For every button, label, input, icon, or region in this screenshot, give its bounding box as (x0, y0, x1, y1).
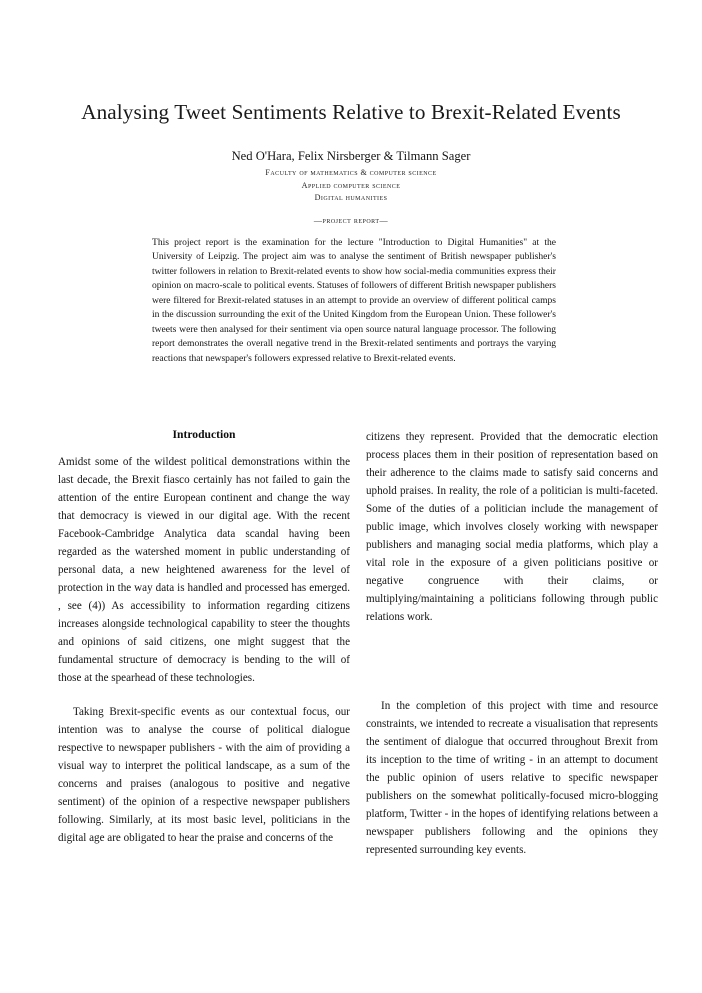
paragraph-intro-2: Taking Brexit-specific events as our contextual focus, our intention was to analyse the course of political dialogue respective to newspaper publishers - with the aim of providing a visual way to interpret the political landscape, as a sum of the concerns and praises (analogous to positive and negative sentiment) of the opinion of a respective newspaper publishers following. Similarly, at its most basic level, politicians in the digital age are obligated to hear the praise and concerns of the (58, 705, 350, 844)
column-spacer (366, 627, 658, 697)
section-heading-introduction: Introduction (172, 428, 236, 441)
affiliation-programme: Digital humanities (314, 192, 388, 202)
page-title: Analysing Tweet Sentiments Relative to Brexit-Related Events (81, 100, 621, 124)
report-type-label: —project report— (313, 216, 389, 226)
author-affiliation-block (46, 148, 656, 227)
paragraph-intro-4: In the completion of this project with time and resource constraints, we intended to recreate a visualisation that represents the sentiment of dialogue that occurred throughout Brexit from its inception to the time of writing - in an attempt to document the public opinion of users relative to specific newspaper publishers on the somewhat politically-focused micro-blogging platform, Twitter - in the hopes of identifying relations between a newspaper publishers following and the opinions they represented surrounding key events. (366, 699, 658, 856)
body-column-right (366, 428, 658, 859)
paragraph-intro-3: citizens they represent. Provided that the democratic election process places them in their position of representation based on their adherence to the claims made to satisfy said concerns and uphold praises. In reality, the role of a politician is multi-faceted. Some of the duties of a politician include the management of public image, which involves closely working with newspaper publishers and managing social media platforms, which play a vital role in the exposure of a given politicians positive or negative congruence with their claims, or multiplying/maintaining a politicians following through public relations work. (366, 431, 658, 624)
author-list: Ned O'Hara, Felix Nirsberger & Tilmann Sager (231, 149, 471, 163)
body-column-left (58, 428, 350, 847)
paragraph-intro-1: Amidst some of the wildest political demonstrations within the last decade, the Brexit fiasco certainly has not failed to gain the attention of the entire European continent and change the way that democracy is viewed in our digital age. With the recent Facebook-Cambridge Analytica data scandal having been regarded as the watershed moment in public understanding of personal data, a new heightened awareness for the level of protection in the way data is handled and processed has emerged. , see (4)) As accessibility to information regarding citizens increases alongside technological capability to steer the thoughts and opinions of said citizens, one might suggest that the fundamental structure of democracy is bending to the will of those at the spearhead of these technologies. (58, 455, 350, 685)
title-block (46, 100, 656, 125)
affiliation-faculty: Faculty of mathematics & computer science (265, 168, 437, 178)
affiliation-department: Applied computer science (301, 180, 401, 190)
abstract-text: This project report is the examination for the lecture "Introduction to Digital Humanities" at the University of Leipzig. The project aim was to analyse the sentiment of British newspaper publisher's twitter followers in relation to Brexit-related events to show how social-media communities express their opinion on macro-scale to political events. Statuses of followers of different British newspaper publishers were filtered for Brexit-related statuses in an attempt to provide an overview of different political camps in the discussion surrounding the exit of the United Kingdom from the European Union. These follower's tweets were then analysed for their sentiment via open source natural language processor. The following report demonstrates the overall negative trend in the Brexit-related sentiments and portrays the varying reactions that newspaper's followers expressed relative to Brexit-related events. (152, 237, 556, 364)
